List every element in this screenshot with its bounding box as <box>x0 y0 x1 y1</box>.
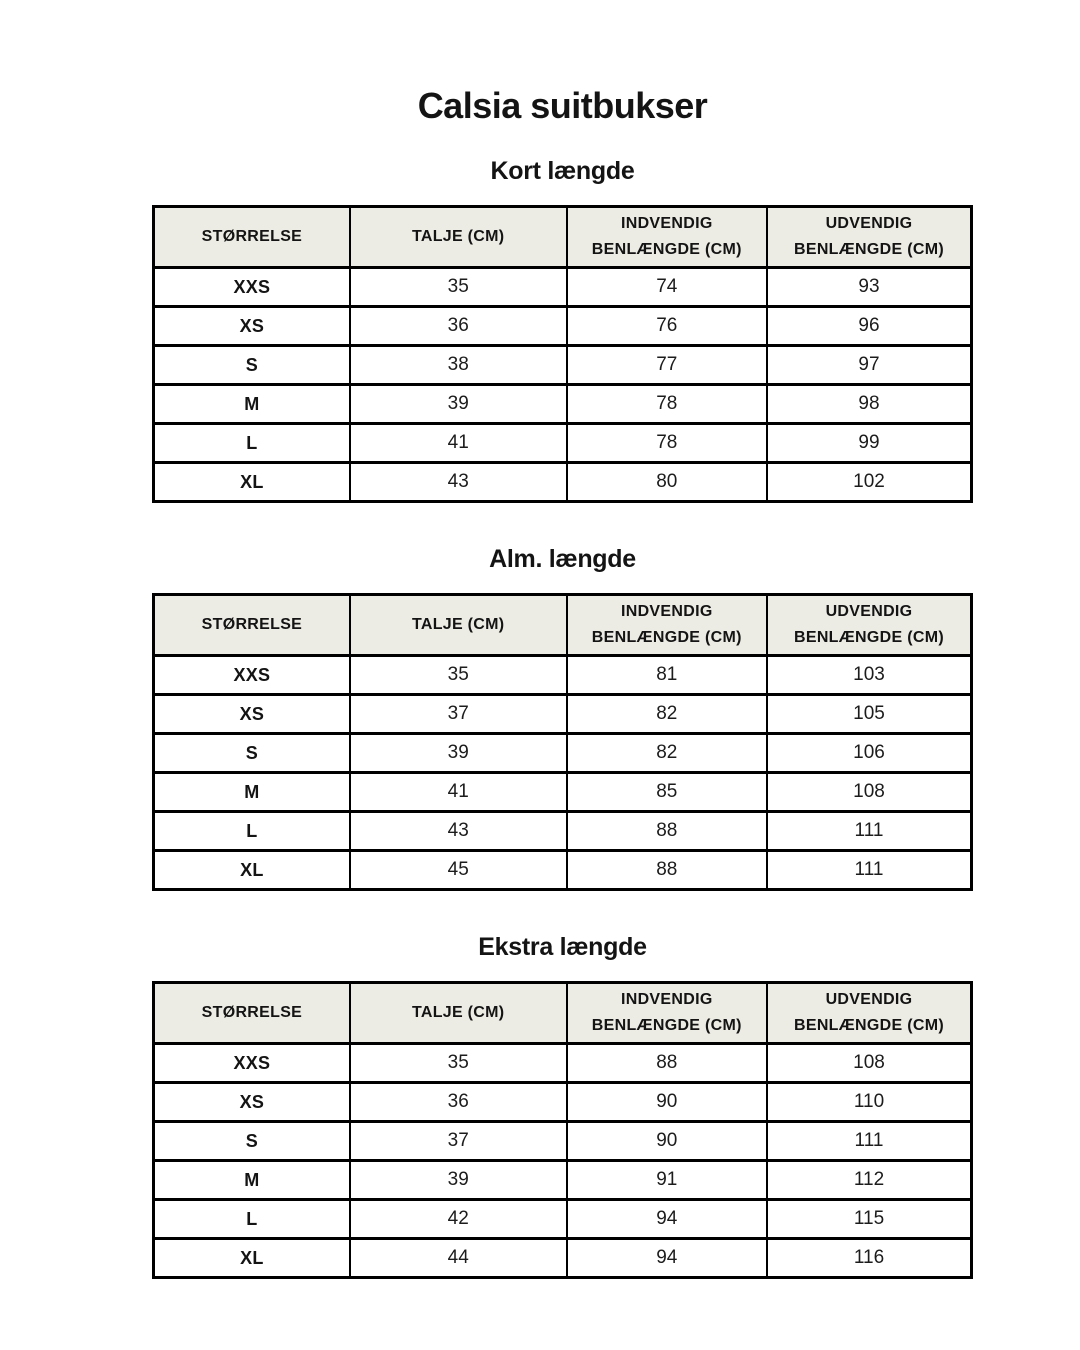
measurement-cell: 77 <box>567 346 767 385</box>
size-label-cell: L <box>154 1200 350 1239</box>
measurement-cell: 116 <box>767 1239 972 1278</box>
measurement-cell: 43 <box>350 812 567 851</box>
measurement-cell: 90 <box>567 1122 767 1161</box>
size-label-cell: M <box>154 773 350 812</box>
measurement-cell: 35 <box>350 1044 567 1083</box>
measurement-cell: 80 <box>567 463 767 502</box>
table-row <box>154 268 972 307</box>
table-row <box>154 656 972 695</box>
table-row <box>154 851 972 890</box>
measurement-cell: 78 <box>567 424 767 463</box>
column-header: INDVENDIG BENLÆNGDE (CM) <box>567 595 767 656</box>
section-heading: Kort længde <box>490 157 635 185</box>
measurement-cell: 96 <box>767 307 972 346</box>
column-header: STØRRELSE <box>154 983 350 1044</box>
measurement-cell: 91 <box>567 1161 767 1200</box>
size-label-cell: XL <box>154 1239 350 1278</box>
size-label-cell: XL <box>154 851 350 890</box>
size-label-cell: L <box>154 812 350 851</box>
measurement-cell: 44 <box>350 1239 567 1278</box>
measurement-cell: 38 <box>350 346 567 385</box>
column-header: TALJE (CM) <box>350 983 567 1044</box>
size-section <box>152 159 973 503</box>
size-label-cell: S <box>154 1122 350 1161</box>
table-row <box>154 1239 972 1278</box>
measurement-cell: 39 <box>350 734 567 773</box>
measurement-cell: 82 <box>567 734 767 773</box>
column-header: TALJE (CM) <box>350 207 567 268</box>
measurement-cell: 115 <box>767 1200 972 1239</box>
table-row <box>154 424 972 463</box>
column-header: TALJE (CM) <box>350 595 567 656</box>
column-header: INDVENDIG BENLÆNGDE (CM) <box>567 207 767 268</box>
size-label-cell: XXS <box>154 268 350 307</box>
size-label-cell: XS <box>154 307 350 346</box>
measurement-cell: 41 <box>350 773 567 812</box>
measurement-cell: 88 <box>567 851 767 890</box>
measurement-cell: 45 <box>350 851 567 890</box>
column-header: UDVENDIG BENLÆNGDE (CM) <box>767 983 972 1044</box>
table-row <box>154 695 972 734</box>
measurement-cell: 36 <box>350 1083 567 1122</box>
measurement-cell: 88 <box>567 1044 767 1083</box>
measurement-cell: 111 <box>767 1122 972 1161</box>
measurement-cell: 111 <box>767 812 972 851</box>
measurement-cell: 110 <box>767 1083 972 1122</box>
table-row <box>154 773 972 812</box>
measurement-cell: 35 <box>350 656 567 695</box>
size-label-cell: M <box>154 385 350 424</box>
measurement-cell: 108 <box>767 1044 972 1083</box>
table-row <box>154 385 972 424</box>
measurement-cell: 82 <box>567 695 767 734</box>
measurement-cell: 37 <box>350 1122 567 1161</box>
table-row <box>154 1122 972 1161</box>
table-header-row <box>154 983 972 1044</box>
measurement-cell: 99 <box>767 424 972 463</box>
measurement-cell: 88 <box>567 812 767 851</box>
size-section <box>152 547 973 891</box>
size-label-cell: L <box>154 424 350 463</box>
measurement-cell: 93 <box>767 268 972 307</box>
size-table <box>152 981 973 1279</box>
table-header-row <box>154 595 972 656</box>
column-header: INDVENDIG BENLÆNGDE (CM) <box>567 983 767 1044</box>
size-label-cell: S <box>154 734 350 773</box>
measurement-cell: 108 <box>767 773 972 812</box>
section-heading: Alm. længde <box>489 545 636 573</box>
section-heading: Ekstra længde <box>478 933 647 961</box>
table-header-row <box>154 207 972 268</box>
measurement-cell: 98 <box>767 385 972 424</box>
measurement-cell: 78 <box>567 385 767 424</box>
table-row <box>154 1083 972 1122</box>
table-row <box>154 1161 972 1200</box>
measurement-cell: 37 <box>350 695 567 734</box>
measurement-cell: 102 <box>767 463 972 502</box>
measurement-cell: 94 <box>567 1200 767 1239</box>
column-header: STØRRELSE <box>154 595 350 656</box>
size-table <box>152 205 973 503</box>
size-label-cell: XXS <box>154 1044 350 1083</box>
document-content <box>152 85 973 1279</box>
measurement-cell: 97 <box>767 346 972 385</box>
measurement-cell: 105 <box>767 695 972 734</box>
measurement-cell: 111 <box>767 851 972 890</box>
measurement-cell: 112 <box>767 1161 972 1200</box>
table-row <box>154 463 972 502</box>
measurement-cell: 94 <box>567 1239 767 1278</box>
table-row <box>154 1044 972 1083</box>
measurement-cell: 43 <box>350 463 567 502</box>
table-row <box>154 812 972 851</box>
table-row <box>154 346 972 385</box>
size-label-cell: XS <box>154 1083 350 1122</box>
measurement-cell: 85 <box>567 773 767 812</box>
measurement-cell: 35 <box>350 268 567 307</box>
measurement-cell: 42 <box>350 1200 567 1239</box>
size-label-cell: XL <box>154 463 350 502</box>
measurement-cell: 90 <box>567 1083 767 1122</box>
measurement-cell: 81 <box>567 656 767 695</box>
measurement-cell: 36 <box>350 307 567 346</box>
column-header: UDVENDIG BENLÆNGDE (CM) <box>767 595 972 656</box>
size-label-cell: XS <box>154 695 350 734</box>
column-header: STØRRELSE <box>154 207 350 268</box>
size-label-cell: M <box>154 1161 350 1200</box>
measurement-cell: 106 <box>767 734 972 773</box>
sections-container <box>152 159 973 1279</box>
measurement-cell: 41 <box>350 424 567 463</box>
column-header: UDVENDIG BENLÆNGDE (CM) <box>767 207 972 268</box>
measurement-cell: 76 <box>567 307 767 346</box>
measurement-cell: 74 <box>567 268 767 307</box>
measurement-cell: 39 <box>350 385 567 424</box>
measurement-cell: 39 <box>350 1161 567 1200</box>
page-title: Calsia suitbukser <box>417 85 708 126</box>
table-row <box>154 734 972 773</box>
size-label-cell: S <box>154 346 350 385</box>
measurement-cell: 103 <box>767 656 972 695</box>
table-row <box>154 307 972 346</box>
table-row <box>154 1200 972 1239</box>
size-label-cell: XXS <box>154 656 350 695</box>
size-table <box>152 593 973 891</box>
size-section <box>152 935 973 1279</box>
